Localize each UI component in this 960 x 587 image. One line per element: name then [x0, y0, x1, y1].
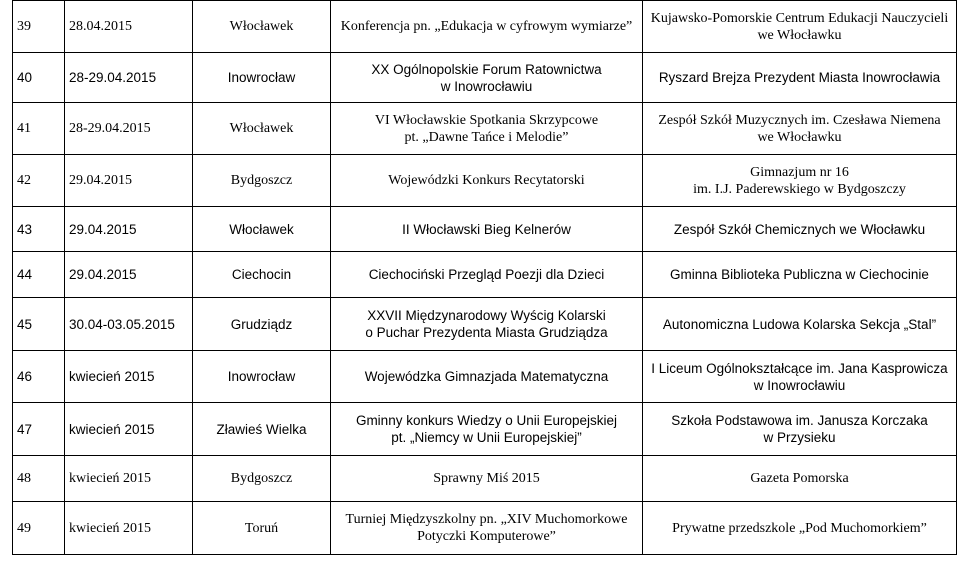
table-row	[13, 155, 957, 207]
organizer-line: I Liceum Ogólnokształcące im. Jana Kasprowicza	[651, 360, 948, 376]
row-number-cell: 39	[13, 1, 65, 53]
organizer-cell	[643, 456, 957, 502]
event-cell	[331, 1, 643, 53]
events-table-body	[13, 1, 957, 555]
event-line: Ciechociński Przegląd Poezji dla Dzieci	[368, 267, 605, 282]
organizer-line: Autonomiczna Ludowa Kolarska Sekcja „Stal”	[662, 316, 937, 332]
date-cell: 28.04.2015	[65, 1, 193, 53]
organizer-line: we Włocławku	[757, 27, 842, 43]
event-line: Sprawny Miś 2015	[433, 471, 540, 486]
organizer-line: Gimnazjum nr 16	[750, 164, 849, 180]
row-number-cell: 49	[13, 502, 65, 555]
place-cell: Bydgoszcz	[193, 456, 331, 502]
organizer-line: Gminna Biblioteka Publiczna w Ciechocinie	[670, 267, 929, 282]
event-line: II Włocławski Bieg Kelnerów	[402, 221, 571, 237]
date-cell: 29.04.2015	[65, 155, 193, 207]
date-cell: kwiecień 2015	[65, 456, 193, 502]
place-cell: Inowrocław	[193, 53, 331, 103]
organizer-line: Zespół Szkół Chemicznych we Włocławku	[673, 221, 926, 237]
organizer-cell	[643, 207, 957, 252]
event-cell	[331, 403, 643, 456]
place-cell: Włocławek	[193, 207, 331, 252]
date-cell: kwiecień 2015	[65, 351, 193, 403]
event-line: Wojewódzki Konkurs Recytatorski	[388, 173, 585, 188]
organizer-cell	[643, 155, 957, 207]
date-cell: 30.04-03.05.2015	[65, 298, 193, 351]
event-cell	[331, 252, 643, 298]
event-cell	[331, 298, 643, 351]
table-row	[13, 403, 957, 456]
organizer-cell	[643, 103, 957, 155]
table-row	[13, 456, 957, 502]
row-number-cell: 42	[13, 155, 65, 207]
place-cell: Zławieś Wielka	[193, 403, 331, 456]
organizer-line: Zespół Szkół Muzycznych im. Czesława Niemena	[658, 112, 941, 128]
place-cell: Toruń	[193, 502, 331, 555]
event-line: XX Ogólnopolskie Forum Ratownictwa	[371, 61, 602, 77]
table-row	[13, 351, 957, 403]
place-cell: Inowrocław	[193, 351, 331, 403]
event-cell	[331, 207, 643, 252]
table-row	[13, 53, 957, 103]
organizer-line: im. I.J. Paderewskiego w Bydgoszczy	[693, 181, 906, 197]
table-row	[13, 1, 957, 53]
organizer-cell	[643, 252, 957, 298]
event-line: Konferencja pn. „Edukacja w cyfrowym wymiarze”	[340, 19, 633, 34]
event-line: pt. „Niemcy w Unii Europejskiej”	[391, 430, 582, 445]
event-line: Gminny konkurs Wiedzy o Unii Europejskiej	[355, 413, 618, 428]
date-cell: 29.04.2015	[65, 207, 193, 252]
event-line: w Inowrocławiu	[440, 78, 533, 94]
place-cell: Włocławek	[193, 1, 331, 53]
organizer-cell	[643, 1, 957, 53]
date-cell: kwiecień 2015	[65, 502, 193, 555]
organizer-line: w Przysieku	[763, 430, 836, 445]
row-number-cell: 46	[13, 351, 65, 403]
place-cell: Grudziądz	[193, 298, 331, 351]
organizer-cell	[643, 298, 957, 351]
organizer-line: Kujawsko-Pomorskie Centrum Edukacji Nauczycieli	[650, 10, 949, 26]
event-line: o Puchar Prezydenta Miasta Grudziądza	[365, 325, 608, 340]
table-row	[13, 207, 957, 252]
event-line: Potyczki Komputerowe”	[417, 529, 556, 544]
organizer-cell	[643, 53, 957, 103]
event-cell	[331, 53, 643, 103]
organizer-line: we Włocławku	[757, 129, 842, 145]
event-line: pt. „Dawne Tańce i Melodie”	[404, 129, 569, 145]
organizer-line: w Inowrocławiu	[753, 377, 846, 393]
event-line: Wojewódzka Gimnazjada Matematyczna	[364, 369, 609, 384]
row-number-cell: 44	[13, 252, 65, 298]
organizer-cell	[643, 403, 957, 456]
event-line: XXVII Międzynarodowy Wyścig Kolarski	[367, 308, 606, 323]
date-cell: 29.04.2015	[65, 252, 193, 298]
row-number-cell: 40	[13, 53, 65, 103]
organizer-line: Szkoła Podstawowa im. Janusza Korczaka	[671, 413, 928, 428]
table-row	[13, 103, 957, 155]
event-line: Turniej Międzyszkolny pn. „XIV Muchomorkowe	[345, 512, 628, 527]
organizer-cell	[643, 502, 957, 555]
event-cell	[331, 351, 643, 403]
table-row	[13, 298, 957, 351]
table-row	[13, 502, 957, 555]
events-table	[12, 0, 957, 555]
organizer-line: Gazeta Pomorska	[750, 471, 849, 486]
event-line: VI Włocławskie Spotkania Skrzypcowe	[374, 112, 599, 128]
row-number-cell: 48	[13, 456, 65, 502]
place-cell: Włocławek	[193, 103, 331, 155]
row-number-cell: 43	[13, 207, 65, 252]
row-number-cell: 45	[13, 298, 65, 351]
date-cell: kwiecień 2015	[65, 403, 193, 456]
event-cell	[331, 502, 643, 555]
row-number-cell: 47	[13, 403, 65, 456]
date-cell: 28-29.04.2015	[65, 103, 193, 155]
date-cell: 28-29.04.2015	[65, 53, 193, 103]
event-cell	[331, 103, 643, 155]
organizer-line: Ryszard Brejza Prezydent Miasta Inowrocławia	[658, 70, 941, 85]
event-cell	[331, 155, 643, 207]
event-cell	[331, 456, 643, 502]
organizer-cell	[643, 351, 957, 403]
place-cell: Ciechocin	[193, 252, 331, 298]
table-row	[13, 252, 957, 298]
organizer-line: Prywatne przedszkole „Pod Muchomorkiem”	[672, 520, 927, 536]
place-cell: Bydgoszcz	[193, 155, 331, 207]
row-number-cell: 41	[13, 103, 65, 155]
